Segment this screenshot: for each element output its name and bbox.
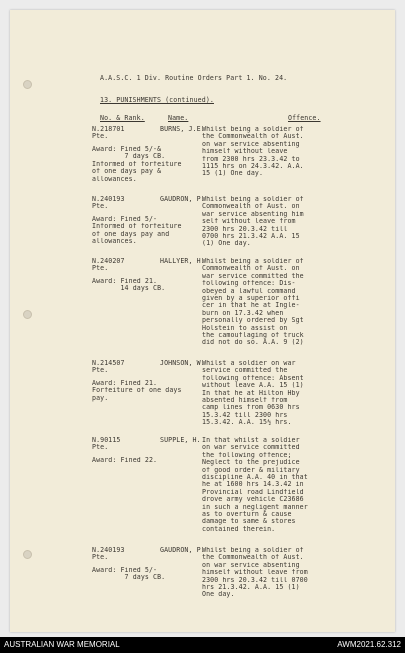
- offence-line: 0700 hrs 21.3.42 A.A. 15: [202, 232, 300, 240]
- offence-line: of good order & military: [202, 466, 300, 474]
- entry-offence: [202, 360, 304, 427]
- offence-line: damage to same & stores: [202, 518, 296, 526]
- offence-line: One day.: [202, 591, 235, 599]
- entry-rank: Pte.: [92, 366, 109, 375]
- offence-line: the camouflaging of truck: [202, 331, 304, 339]
- offence-line: he at 1600 hrs 14.3.42 in: [202, 481, 304, 489]
- entry-number: N.240193: [92, 546, 125, 554]
- entry-award: [92, 380, 182, 402]
- offence-line: service committed the: [202, 367, 288, 375]
- offence-line: in such a negligent manner: [202, 503, 308, 511]
- offence-line: Whilst being a soldier of: [202, 258, 304, 265]
- offence-line: as to overturn & cause: [202, 510, 292, 518]
- offence-line: from 2300 hrs 23.3.42 to: [202, 155, 300, 163]
- punch-hole: [23, 310, 32, 319]
- offence-line: In that he at Hilton Hby: [202, 389, 300, 397]
- award-line: Award: Fined 5/-: [92, 567, 158, 574]
- entry-rank: Pte.: [92, 202, 109, 211]
- offence-line: contained therein.: [202, 525, 276, 533]
- offence-line: Provincial road Lindfield: [202, 488, 304, 496]
- award-line: Informed of forfeiture: [92, 223, 182, 231]
- entry-number: N.90115: [92, 436, 121, 444]
- offence-line: Holstein to assist on: [202, 324, 288, 332]
- offence-line: camp lines from 0630 hrs: [202, 404, 300, 412]
- award-line: 7 days CB.: [92, 574, 166, 582]
- entry-offence: [202, 126, 304, 178]
- entry-name: GAUDRON, P.: [160, 195, 205, 203]
- offence-line: on war service absenting: [202, 140, 300, 148]
- offence-line: given by a superior offi: [202, 294, 300, 302]
- offence-line: on war service committed: [202, 444, 300, 452]
- entry-award: [92, 216, 182, 246]
- footer-institution: AUSTRALIAN WAR MEMORIAL: [4, 640, 120, 649]
- award-line: Award: Fined 22.: [92, 457, 158, 464]
- footer-bar: [0, 637, 405, 653]
- offence-line: 15.3.42 till 2300 hrs: [202, 411, 288, 419]
- award-line: Award: Fined 5/-: [92, 216, 158, 223]
- entry-rank: Pte.: [92, 264, 109, 273]
- punch-hole: [23, 550, 32, 559]
- entry-number: N.214507: [92, 359, 125, 367]
- offence-line: Commonwealth of Aust. on: [202, 203, 300, 211]
- offence-line: Whilst a soldier on war: [202, 360, 296, 367]
- entry-offence: [202, 258, 304, 347]
- header-offence: Offence.: [288, 114, 321, 122]
- offence-line: 2300 hrs 20.3.42 till: [202, 225, 288, 233]
- entry-name: JOHNSON, W.: [160, 359, 205, 367]
- entry-rank: Pte.: [92, 132, 109, 141]
- offence-line: burn on 17.3.42 when: [202, 309, 284, 317]
- award-line: Award: Fined 5/-&: [92, 146, 162, 153]
- offence-line: without leave A.A. 15 (1): [202, 382, 304, 390]
- offence-line: the following offence;: [202, 451, 292, 459]
- award-line: Award: Fined 21.: [92, 380, 158, 387]
- offence-line: war service committed the: [202, 272, 304, 280]
- entry-rank: Pte.: [92, 553, 109, 562]
- offence-line: personally ordered by Sgt: [202, 317, 304, 325]
- award-line: 14 days CB.: [92, 285, 166, 293]
- entry-award: [92, 457, 157, 464]
- offence-line: 2300 hrs 20.3.42 till 0700: [202, 576, 308, 584]
- document-title: A.A.S.C. 1 Div. Routine Orders Part 1. No. 24.: [100, 74, 288, 82]
- offence-line: did not do so. A.A. 9 (2): [202, 339, 304, 347]
- offence-line: following offence: Absent: [202, 374, 304, 382]
- offence-line: hrs 21.3.42. A.A. 15 (1): [202, 583, 300, 591]
- entry-number: N.240193: [92, 195, 125, 203]
- offence-line: Whilst being a soldier of: [202, 126, 304, 133]
- header-no-rank: No. & Rank.: [100, 114, 145, 122]
- entry-offence: [202, 437, 308, 533]
- offence-line: Whilst being a soldier of: [202, 547, 304, 554]
- footer-catalogue-id: AWM2021.62.312: [337, 640, 401, 649]
- punch-hole: [23, 80, 32, 89]
- award-line: allowances.: [92, 175, 137, 183]
- entry-number: N.240207: [92, 257, 125, 265]
- entry-name: SUPPLE, H.: [160, 436, 201, 444]
- entry-award: [92, 146, 182, 183]
- offence-line: absented himself from: [202, 396, 288, 404]
- entry-award: [92, 567, 165, 582]
- offence-line: (1) One day.: [202, 240, 251, 248]
- offence-line: Commonwealth of Aust. on: [202, 265, 300, 273]
- entry-award: [92, 278, 165, 293]
- offence-line: war service absenting him: [202, 210, 304, 218]
- award-line: of one days pay &: [92, 168, 162, 176]
- offence-line: 1115 hrs on 24.3.42. A.A.: [202, 162, 304, 170]
- offence-line: self without leave from: [202, 218, 296, 226]
- offence-line: 15.3.42. A.A. 15½ hrs.: [202, 419, 292, 427]
- offence-line: drove army vehicle C23686: [202, 496, 304, 504]
- offence-line: on war service absenting: [202, 561, 300, 569]
- award-line: Forfeiture of one days: [92, 387, 182, 395]
- entry-name: GAUDRON, P.: [160, 546, 205, 554]
- offence-line: the Commonwealth of Aust.: [202, 133, 304, 141]
- offence-line: the Commonwealth of Aust.: [202, 554, 304, 562]
- offence-line: Whilst being a soldier of: [202, 196, 304, 203]
- section-heading: 13. PUNISHMENTS (continued).: [100, 96, 214, 104]
- offence-line: obeyed a lawful command: [202, 287, 296, 295]
- offence-line: discipline A.A. 40 in that: [202, 473, 308, 481]
- entry-offence: [202, 547, 308, 599]
- award-line: Informed of forfeiture: [92, 160, 182, 168]
- award-line: Award: Fined 21.: [92, 278, 158, 285]
- offence-line: In that whilst a soldier: [202, 437, 300, 444]
- header-name: Name.: [168, 114, 189, 122]
- offence-line: himself without leave from: [202, 569, 308, 577]
- offence-line: following offence: Dis-: [202, 280, 296, 288]
- entry-number: N.218701: [92, 125, 125, 133]
- offence-line: himself without leave: [202, 148, 288, 156]
- entry-name: HALLYER, H.: [160, 257, 205, 265]
- award-line: 7 days CB.: [92, 153, 166, 161]
- offence-line: 15 (1) One day.: [202, 170, 264, 178]
- award-line: allowances.: [92, 238, 137, 246]
- offence-line: Neglect to the prejudice: [202, 459, 300, 467]
- award-line: pay.: [92, 394, 109, 402]
- award-line: of one days pay and: [92, 230, 170, 238]
- entry-name: BURNS, J.E.: [160, 125, 205, 133]
- offence-line: cer in that he at Ingle-: [202, 302, 300, 310]
- entry-rank: Pte.: [92, 443, 109, 452]
- entry-offence: [202, 196, 304, 248]
